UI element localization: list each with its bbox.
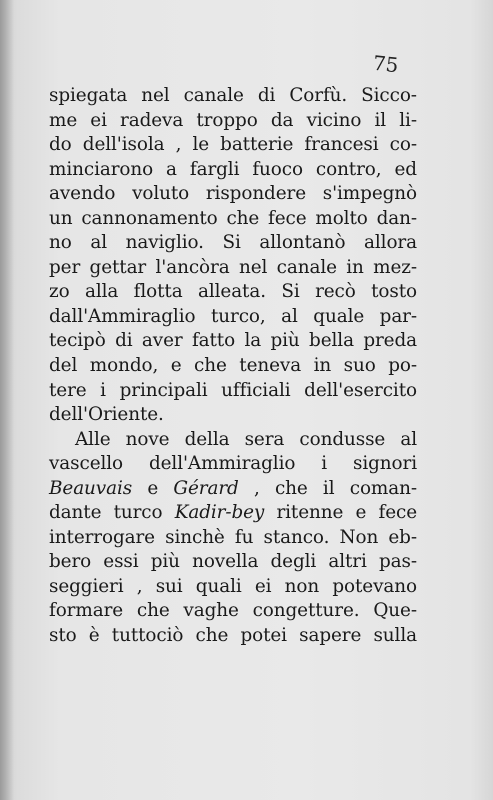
- text-line: [49, 158, 417, 183]
- word: a: [166, 158, 177, 180]
- text-line: [49, 501, 417, 526]
- word: nel: [141, 85, 170, 106]
- word: al: [400, 428, 417, 450]
- word: seggieri: [49, 575, 124, 597]
- body-text: [49, 84, 417, 649]
- text-line: [49, 182, 417, 207]
- text-line: [49, 403, 417, 428]
- text-line: [49, 207, 417, 232]
- paragraph: [49, 84, 417, 428]
- text-line: [49, 379, 417, 404]
- word: naviglio.: [125, 232, 204, 254]
- word: che: [136, 600, 170, 622]
- word: co-: [389, 134, 417, 156]
- word: il: [374, 109, 387, 131]
- word: vaghe: [183, 600, 239, 622]
- word: Sicco-: [361, 85, 417, 106]
- word: rispondere: [205, 183, 306, 205]
- word: quali: [195, 575, 242, 597]
- text-line: [49, 329, 417, 354]
- word: fargli: [189, 158, 240, 180]
- word: tecipò: [49, 330, 106, 352]
- word: me: [49, 109, 78, 131]
- word: tere: [49, 379, 87, 401]
- word: Corfù.: [289, 85, 348, 106]
- word: la: [244, 330, 262, 352]
- word: è: [88, 625, 100, 647]
- word: no: [49, 232, 72, 254]
- paragraph: [49, 428, 417, 649]
- word: stanco.: [263, 526, 330, 548]
- word: bero: [49, 551, 92, 573]
- word: turco,: [210, 305, 266, 327]
- word: Que-: [373, 600, 417, 622]
- word: do: [49, 134, 72, 156]
- text-line: [49, 550, 417, 575]
- text-line: [49, 624, 417, 649]
- word: che: [226, 207, 260, 229]
- word: novella: [192, 551, 259, 573]
- word: bella: [309, 330, 354, 352]
- word: congetture.: [252, 600, 360, 622]
- word: il: [322, 477, 335, 499]
- word: e: [355, 502, 367, 524]
- word: dell'isola: [82, 134, 165, 156]
- page-number: 75: [371, 50, 400, 78]
- word: ,: [175, 134, 182, 156]
- text-line: [49, 428, 417, 453]
- word: che: [195, 625, 229, 647]
- word: sera: [244, 428, 285, 450]
- word: dan-: [376, 207, 417, 229]
- text-line: [49, 305, 417, 330]
- word: preda: [363, 330, 417, 352]
- word: l'ancòra: [155, 256, 230, 278]
- word: dell'esercito: [304, 379, 417, 401]
- word: Non: [339, 526, 379, 548]
- text-line: [49, 599, 417, 624]
- word: della: [184, 428, 230, 450]
- word: potevano: [332, 575, 417, 597]
- word: mondo,: [89, 355, 159, 377]
- word: vicino: [306, 109, 362, 131]
- word: cannonamento: [81, 207, 218, 229]
- word: po-: [388, 355, 417, 377]
- word: sulla: [373, 625, 417, 647]
- word: ,: [253, 477, 260, 499]
- word: per: [49, 256, 81, 278]
- word: fu: [234, 526, 254, 548]
- word: dall'Ammiraglio: [49, 305, 196, 327]
- word: teneva: [239, 355, 302, 377]
- binding-shadow: [0, 0, 14, 800]
- word: di: [115, 330, 133, 352]
- word: un: [49, 207, 73, 229]
- word: nel: [238, 256, 268, 278]
- word: quale: [313, 305, 365, 327]
- word: essi: [103, 551, 139, 573]
- word: non: [284, 575, 320, 597]
- word: minciarono: [49, 158, 154, 180]
- text-line: [49, 452, 417, 477]
- word: degli: [270, 551, 317, 573]
- word: s'impegnò: [322, 183, 417, 205]
- word: fece: [378, 502, 417, 524]
- word: Si: [281, 281, 300, 303]
- word: dante: [49, 502, 102, 524]
- word: fatto: [191, 330, 236, 352]
- word: ,: [136, 575, 143, 597]
- word: fece: [268, 207, 307, 229]
- word: allontanò: [259, 232, 346, 254]
- word: canale: [183, 85, 244, 106]
- word: avendo: [49, 183, 116, 205]
- italic-word: Kadir-bey: [174, 502, 265, 524]
- word: mez-: [373, 256, 417, 278]
- word: e: [147, 477, 159, 499]
- word: che: [194, 355, 227, 377]
- word: in: [313, 355, 332, 377]
- word: Alle: [75, 428, 111, 450]
- word: interrogare: [49, 526, 155, 548]
- text-line: [49, 575, 417, 600]
- word: batterie: [220, 134, 294, 156]
- text-line: [49, 109, 417, 134]
- word: altri: [328, 551, 367, 573]
- word: tosto: [371, 281, 417, 303]
- italic-word: Gérard: [173, 477, 239, 499]
- word: le: [192, 134, 210, 156]
- text-line: [49, 354, 417, 379]
- word: sapere: [299, 625, 362, 647]
- word: eb-: [388, 526, 417, 548]
- word: voluto: [132, 183, 190, 205]
- word: ufficiali: [221, 379, 291, 401]
- word: da: [270, 109, 294, 131]
- word: flotta: [133, 281, 183, 303]
- word: suo: [343, 355, 376, 377]
- text-line: [49, 133, 417, 158]
- word: formare: [49, 600, 124, 622]
- word: sto: [49, 625, 77, 647]
- word: sinchè: [165, 526, 225, 548]
- word: potei: [240, 625, 287, 647]
- word: troppo: [196, 109, 258, 131]
- word: contro,: [315, 158, 382, 180]
- word: recò: [315, 281, 356, 303]
- word: par-: [379, 305, 417, 327]
- word: tuttociò: [111, 625, 184, 647]
- word: al: [281, 305, 298, 327]
- word: allora: [364, 232, 417, 254]
- word: i: [321, 453, 328, 475]
- word: Si: [222, 232, 241, 254]
- word: più: [270, 330, 300, 352]
- word: molto: [315, 207, 368, 229]
- text-line: [49, 231, 417, 256]
- word: spiegata: [49, 85, 128, 106]
- word: radeva: [120, 109, 184, 131]
- word: del: [49, 355, 78, 377]
- word: coman-: [349, 477, 417, 499]
- word: al: [90, 232, 107, 254]
- word: ei: [254, 575, 272, 597]
- word: fuoco: [252, 158, 303, 180]
- word: aver: [141, 330, 183, 352]
- word: li-: [399, 109, 417, 131]
- text-line: [49, 84, 417, 109]
- word: principali: [119, 379, 208, 401]
- italic-word: Beauvais: [49, 477, 133, 499]
- word: nove: [125, 428, 170, 450]
- word: i: [100, 379, 106, 401]
- word: ed: [394, 158, 417, 180]
- word: dell'Oriente.: [49, 404, 164, 426]
- word: che: [274, 477, 308, 499]
- word: in: [346, 256, 364, 278]
- word: francesi: [304, 134, 379, 156]
- word: e: [170, 355, 182, 377]
- word: ritenne: [276, 502, 344, 524]
- word: canale: [276, 256, 337, 278]
- text-line: [49, 477, 417, 502]
- word: turco: [113, 502, 163, 524]
- word: sui: [155, 575, 183, 597]
- word: pas-: [378, 551, 417, 573]
- word: alleata.: [197, 281, 266, 303]
- word: vascello: [49, 453, 124, 475]
- word: dell'Ammiraglio: [148, 453, 296, 475]
- word: più: [150, 551, 180, 573]
- text-line: [49, 280, 417, 305]
- text-line: [49, 526, 417, 551]
- word: gettar: [89, 256, 147, 278]
- word: condusse: [299, 428, 386, 450]
- word: di: [257, 85, 276, 106]
- word: signori: [353, 453, 417, 475]
- word: alla: [84, 281, 119, 303]
- text-line: [49, 256, 417, 281]
- word: ei: [90, 109, 107, 131]
- word: zo: [49, 281, 70, 303]
